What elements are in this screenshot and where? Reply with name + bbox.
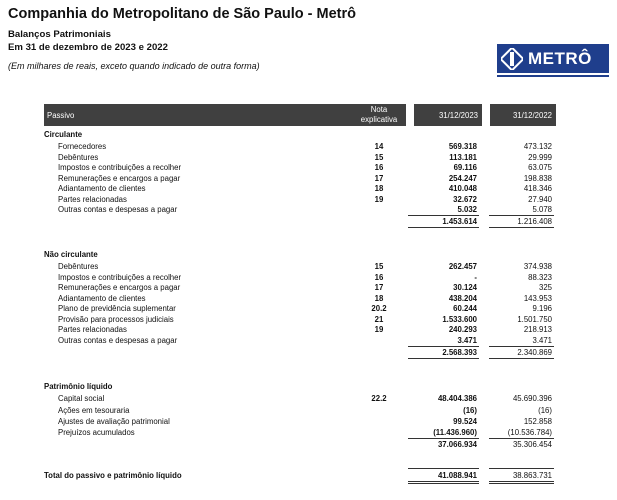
- total-double-rule: [408, 481, 479, 484]
- table-header: [44, 104, 556, 126]
- section-title: Patrimônio líquido: [44, 382, 113, 391]
- row-value-2022: 152.858: [523, 417, 552, 426]
- row-label: Ajustes de avaliação patrimonial: [58, 417, 170, 426]
- row-nota: 17: [374, 173, 384, 183]
- table-row: [44, 304, 556, 314]
- row-value-2023: 32.672: [453, 194, 477, 204]
- row-nota: 22.2: [371, 394, 387, 403]
- row-label: Remunerações e encargos a pagar: [58, 283, 181, 292]
- row-label: Adiantamento de clientes: [58, 293, 146, 303]
- subtotal-rule: [408, 227, 479, 228]
- row-value-2022: 143.953: [523, 293, 552, 303]
- table-row: [44, 174, 556, 184]
- row-nota: 16: [374, 163, 384, 172]
- row-nota: 18: [374, 293, 384, 303]
- subtotal-rule: [408, 346, 479, 347]
- row-nota: 19: [374, 194, 384, 204]
- row-nota: 19: [374, 325, 384, 334]
- table-row: [44, 184, 556, 194]
- table-row: [44, 406, 556, 416]
- row-label: Adiantamento de clientes: [58, 184, 146, 193]
- header-2022: 31/12/2022: [512, 111, 552, 120]
- table-row: [44, 428, 556, 438]
- row-nota: 15: [374, 262, 384, 271]
- subtotal-rule: [489, 358, 554, 359]
- row-value-2023: 5.032: [457, 205, 477, 214]
- row-value-2022: 374.938: [523, 262, 552, 271]
- table-row: [44, 294, 556, 304]
- statement-date: Em 31 de dezembro de 2023 e 2022: [8, 42, 168, 53]
- subtotal-rule: [408, 438, 479, 439]
- table-row: [44, 315, 556, 325]
- table-row: [44, 325, 556, 335]
- row-value-2022: 5.078: [532, 205, 552, 214]
- row-label: Capital social: [58, 394, 105, 403]
- section-nao-circulante: [44, 250, 556, 260]
- table-row: [44, 153, 556, 163]
- currency-note: (Em milhares de reais, exceto quando indicado de outra forma): [8, 61, 260, 71]
- table-row: [44, 273, 556, 283]
- table-row: [44, 336, 556, 346]
- subtotal-2022: 1.216.408: [517, 217, 552, 226]
- row-value-2023: 1.533.600: [442, 314, 477, 324]
- row-value-2023: 113.181: [449, 152, 477, 162]
- grand-total-row: [44, 471, 556, 481]
- subtotal-row: [44, 348, 556, 358]
- row-value-2023: 30.124: [453, 283, 477, 292]
- row-value-2022: 418.346: [523, 184, 552, 193]
- row-nota: 17: [374, 283, 384, 292]
- subtotal-row: [44, 217, 556, 227]
- section-circulante: [44, 130, 556, 140]
- row-nota: 20.2: [371, 304, 387, 313]
- row-value-2022: 27.940: [528, 194, 552, 204]
- row-value-2023: (16): [463, 405, 477, 415]
- row-nota: 21: [374, 314, 384, 324]
- row-label: Outras contas e despesas a pagar: [58, 335, 178, 345]
- grand-total-2023: 41.088.941: [437, 471, 477, 480]
- row-label: Plano de previdência suplementar: [58, 304, 176, 313]
- subtotal-2022: 35.306.454: [512, 439, 552, 449]
- row-label: Remunerações e encargos a pagar: [58, 173, 181, 183]
- row-value-2023: -: [474, 272, 477, 282]
- header-2023: 31/12/2023: [438, 111, 478, 120]
- row-value-2023: 438.204: [448, 293, 477, 303]
- header-gap: [406, 104, 414, 126]
- row-value-2023: 262.457: [448, 262, 477, 271]
- row-value-2022: 88.323: [528, 272, 552, 282]
- company-title: Companhia do Metropolitano de São Paulo - Metrô: [8, 6, 357, 22]
- subtotal-rule: [489, 346, 554, 347]
- metro-diamond-icon: [501, 48, 523, 70]
- row-value-2023: 3.471: [457, 335, 477, 345]
- row-label: Impostos e contribuições a recolher: [58, 163, 182, 172]
- row-value-2022: (10.536.784): [507, 427, 552, 437]
- subtotal-rule: [408, 215, 479, 216]
- subtotal-2023: 1.453.614: [442, 217, 477, 226]
- subtotal-rule: [408, 358, 479, 359]
- row-value-2022: 3.471: [532, 335, 552, 345]
- header-nota: Nota explicativa: [360, 105, 398, 124]
- section-patrimonio: [44, 382, 556, 392]
- table-row: [44, 195, 556, 205]
- header-gap: [482, 104, 490, 126]
- row-value-2022: 1.501.750: [517, 314, 552, 324]
- row-nota: 15: [374, 152, 384, 162]
- row-label: Partes relacionadas: [58, 194, 127, 204]
- subtotal-row: [44, 440, 556, 450]
- subtotal-rule: [489, 215, 554, 216]
- total-rule: [408, 468, 479, 469]
- row-nota: 16: [374, 272, 384, 282]
- logo-text: METRÔ: [528, 48, 592, 68]
- statement-title: Balanços Patrimoniais: [8, 29, 111, 40]
- total-double-rule: [489, 481, 554, 484]
- row-value-2023: 569.318: [448, 142, 477, 151]
- row-label: Impostos e contribuições a recolher: [58, 272, 182, 282]
- row-value-2023: 69.116: [453, 163, 477, 172]
- row-value-2023: 48.404.386: [437, 394, 477, 403]
- subtotal-2023: 2.568.393: [442, 347, 477, 357]
- subtotal-rule: [489, 438, 554, 439]
- row-value-2022: 325: [538, 283, 552, 292]
- row-label: Provisão para processos judiciais: [58, 314, 174, 324]
- row-label: Outras contas e despesas a pagar: [58, 205, 178, 214]
- subtotal-2023: 37.066.934: [437, 439, 477, 449]
- table-row: [44, 394, 556, 404]
- row-label: Debêntures: [58, 152, 99, 162]
- grand-total-2022: 38.863.731: [512, 471, 552, 480]
- table-row: [44, 142, 556, 152]
- row-value-2022: 29.999: [528, 152, 552, 162]
- row-value-2023: 410.048: [448, 184, 477, 193]
- row-value-2023: 60.244: [453, 304, 477, 313]
- row-nota: 14: [374, 142, 384, 151]
- table-row: [44, 417, 556, 427]
- section-title: Não circulante: [44, 250, 98, 259]
- row-label: Prejuízos acumulados: [58, 427, 135, 437]
- subtotal-rule: [489, 227, 554, 228]
- table-row: [44, 163, 556, 173]
- row-nota: 18: [374, 184, 384, 193]
- row-value-2022: 9.196: [532, 304, 552, 313]
- row-value-2022: 198.838: [523, 173, 552, 183]
- header-passivo: Passivo: [47, 111, 75, 120]
- row-value-2022: 473.132: [523, 142, 552, 151]
- row-value-2023: (11.436.960): [433, 427, 477, 437]
- logo-underline: [497, 75, 609, 77]
- row-label: Partes relacionadas: [58, 325, 127, 334]
- metro-logo: [497, 44, 609, 73]
- table-row: [44, 205, 556, 215]
- row-value-2022: 63.075: [528, 163, 552, 172]
- subtotal-2022: 2.340.869: [517, 347, 552, 357]
- row-value-2022: 218.913: [523, 325, 552, 334]
- grand-total-label: Total do passivo e patrimônio líquido: [44, 471, 182, 480]
- row-value-2023: 240.293: [448, 325, 477, 334]
- table-row: [44, 262, 556, 272]
- row-value-2023: 99.524: [453, 417, 477, 426]
- section-title: Circulante: [44, 130, 83, 139]
- table-row: [44, 283, 556, 293]
- row-value-2022: 45.690.396: [512, 394, 552, 403]
- row-label: Ações em tesouraria: [58, 405, 130, 415]
- row-label: Fornecedores: [58, 142, 107, 151]
- row-label: Debêntures: [58, 262, 99, 271]
- row-value-2023: 254.247: [448, 173, 477, 183]
- row-value-2022: (16): [538, 405, 552, 415]
- total-rule: [489, 468, 554, 469]
